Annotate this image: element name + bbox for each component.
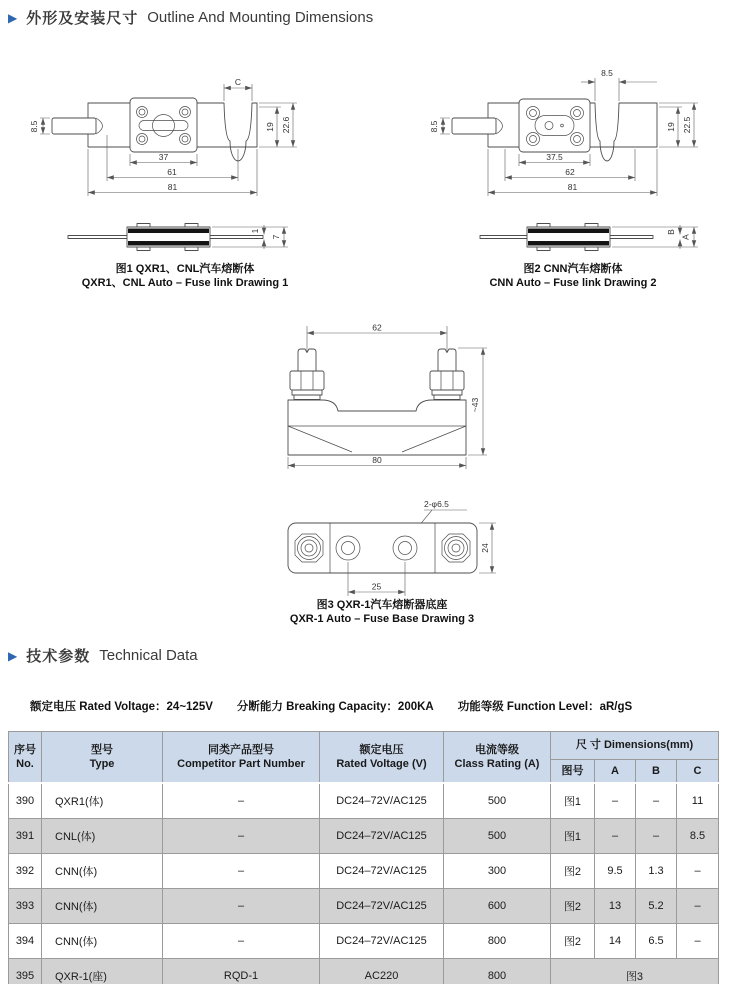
cell-no: 394 bbox=[9, 924, 42, 959]
col-header-voltage: 额定电压 Rated Voltage (V) bbox=[320, 732, 444, 784]
dim-total-width-label: 81 bbox=[167, 182, 178, 192]
dim-bolt-spacing-label: 62 bbox=[372, 322, 382, 333]
dim-inner-width-label: 62 bbox=[565, 167, 575, 177]
left-bolt-terminal bbox=[290, 349, 324, 400]
dim-base-depth-label: 24 bbox=[480, 543, 490, 553]
triangle-bullet-icon: ▶ bbox=[8, 10, 18, 25]
dim-side-height-label: 7 bbox=[271, 234, 281, 240]
cell-figure: 图1 bbox=[551, 819, 595, 854]
col-header-dim-b: B bbox=[636, 760, 677, 784]
cell-competitor: – bbox=[163, 819, 320, 854]
drawing1-caption-zh: 图1 QXR1、CNL汽车熔断体 bbox=[115, 263, 255, 275]
cell-dim-a: – bbox=[595, 783, 636, 819]
cell-voltage: DC24–72V/AC125 bbox=[320, 819, 444, 854]
cell-no: 391 bbox=[9, 819, 42, 854]
cell-dim-a: 9.5 bbox=[595, 854, 636, 889]
dim-base-height-label: ~43 bbox=[470, 397, 480, 413]
section2-title-zh: 技术参数 bbox=[26, 648, 91, 665]
cell-figure: 图2 bbox=[551, 854, 595, 889]
col-header-no: 序号 No. bbox=[9, 732, 42, 784]
cell-rating: 500 bbox=[444, 783, 551, 819]
col-header-competitor: 同类产品型号 Competitor Part Number bbox=[163, 732, 320, 784]
technical-drawings bbox=[0, 55, 730, 635]
dim-notch-height-label: 19 bbox=[265, 122, 275, 132]
drawing2-fuse-link bbox=[429, 68, 698, 289]
drawing2-top-view bbox=[429, 68, 698, 196]
cell-type: QXR-1(座) bbox=[42, 959, 163, 984]
cell-type: CNL(体) bbox=[42, 819, 163, 854]
rated-voltage-spec: 额定电压 Rated Voltage：24~125V bbox=[30, 701, 213, 713]
drawing4-fuse-base-top bbox=[288, 499, 496, 625]
breaking-capacity-spec: 分断能力 Breaking Capacity：200KA bbox=[236, 701, 434, 713]
cell-dim-c: 8.5 bbox=[677, 819, 719, 854]
cell-dim-a: – bbox=[595, 819, 636, 854]
col-header-dimensions: 尺 寸 Dimensions(mm) bbox=[551, 732, 719, 760]
cell-type: CNN(体) bbox=[42, 854, 163, 889]
col-header-rating: 电流等级 Class Rating (A) bbox=[444, 732, 551, 784]
dim-side-height-label: A bbox=[680, 234, 691, 240]
cell-dim-c: – bbox=[677, 924, 719, 959]
cell-competitor: – bbox=[163, 783, 320, 819]
col-header-dim-a: A bbox=[595, 760, 636, 784]
cell-rating: 800 bbox=[444, 924, 551, 959]
cell-voltage: DC24–72V/AC125 bbox=[320, 854, 444, 889]
section2-title-en: Technical Data bbox=[99, 647, 198, 664]
col-header-dim-c: C bbox=[677, 760, 719, 784]
dim-blade-height-label: 8.5 bbox=[429, 120, 439, 133]
table-row bbox=[9, 783, 719, 819]
cell-rating: 300 bbox=[444, 854, 551, 889]
dim-base-width-label: 80 bbox=[372, 455, 382, 465]
cell-voltage: DC24–72V/AC125 bbox=[320, 889, 444, 924]
section1-title-en: Outline And Mounting Dimensions bbox=[147, 9, 374, 26]
drawing1-caption-en: QXR1、CNL Auto – Fuse link Drawing 1 bbox=[81, 277, 289, 289]
dim-blade-height-label: 8.5 bbox=[29, 120, 39, 133]
section-title-technical-data bbox=[8, 645, 198, 666]
cell-type: CNN(体) bbox=[42, 889, 163, 924]
dim-total-width-label: 81 bbox=[567, 182, 578, 192]
cell-dim-b: – bbox=[636, 819, 677, 854]
table-row bbox=[9, 959, 719, 984]
cell-competitor: – bbox=[163, 889, 320, 924]
drawing3-caption-en: QXR-1 Auto – Fuse Base Drawing 3 bbox=[289, 613, 475, 625]
base-top-outline bbox=[288, 523, 477, 573]
cell-figure: 图1 bbox=[551, 783, 595, 819]
drawing2-caption-zh: 图2 CNN汽车熔断体 bbox=[523, 263, 623, 275]
cell-dim-a: 13 bbox=[595, 889, 636, 924]
ratings-summary-line bbox=[30, 698, 656, 714]
cell-competitor: RQD-1 bbox=[163, 959, 320, 984]
table-row bbox=[9, 924, 719, 959]
cell-type: QXR1(体) bbox=[42, 783, 163, 819]
table-row bbox=[9, 819, 719, 854]
dim-blade-thickness-label: 1 bbox=[250, 228, 260, 234]
cell-dim-b: – bbox=[636, 783, 677, 819]
table-row bbox=[9, 889, 719, 924]
drawing2-side-view bbox=[480, 224, 698, 251]
dim-hole-spacing-label: 25 bbox=[371, 581, 382, 592]
cell-voltage: DC24–72V/AC125 bbox=[320, 783, 444, 819]
dim-plate-width-label: 37 bbox=[158, 152, 169, 162]
cell-dim-c: 11 bbox=[677, 783, 719, 819]
col-header-figure: 图号 bbox=[551, 760, 595, 784]
dim-plate-width-label: 37.5 bbox=[546, 152, 563, 162]
dim-notch-height-label: 19 bbox=[666, 122, 676, 132]
drawing1-side-view bbox=[68, 224, 288, 251]
cell-voltage: DC24–72V/AC125 bbox=[320, 924, 444, 959]
holes-callout-label: 2-φ6.5 bbox=[424, 499, 449, 509]
cell-figure: 图2 bbox=[551, 924, 595, 959]
cell-dim-b: 5.2 bbox=[636, 889, 677, 924]
cell-dim-c: – bbox=[677, 854, 719, 889]
cell-rating: 800 bbox=[444, 959, 551, 984]
cell-rating: 500 bbox=[444, 819, 551, 854]
cell-figure-span: 图3 bbox=[551, 959, 719, 984]
cell-figure: 图2 bbox=[551, 889, 595, 924]
right-bolt-terminal bbox=[430, 349, 464, 400]
left-blade-tab bbox=[452, 118, 496, 134]
left-blade-tab bbox=[52, 118, 96, 134]
cell-rating: 600 bbox=[444, 889, 551, 924]
cell-no: 393 bbox=[9, 889, 42, 924]
cell-no: 390 bbox=[9, 783, 42, 819]
cell-type: CNN(体) bbox=[42, 924, 163, 959]
cell-dim-c: – bbox=[677, 889, 719, 924]
drawing3-fuse-base-front bbox=[288, 323, 487, 470]
dim-total-height-label: 22.6 bbox=[281, 116, 291, 134]
drawing2-caption-en: CNN Auto – Fuse link Drawing 2 bbox=[489, 277, 657, 289]
cell-dim-b: 1.3 bbox=[636, 854, 677, 889]
section-title-outline bbox=[8, 7, 373, 28]
drawing3-caption-zh: 图3 QXR-1汽车熔断器底座 bbox=[316, 599, 448, 611]
dim-notch-width-label: 8.5 bbox=[601, 68, 613, 78]
triangle-bullet-icon: ▶ bbox=[8, 648, 18, 663]
cell-dim-b: 6.5 bbox=[636, 924, 677, 959]
dim-blade-thickness-label: B bbox=[666, 229, 676, 235]
cell-dim-a: 14 bbox=[595, 924, 636, 959]
drawing1-fuse-link bbox=[29, 77, 297, 289]
drawing1-top-view bbox=[29, 77, 297, 196]
base-body-outline bbox=[288, 400, 466, 455]
section1-title-zh: 外形及安装尺寸 bbox=[26, 10, 139, 27]
cell-competitor: – bbox=[163, 924, 320, 959]
dim-inner-width-label: 61 bbox=[167, 167, 177, 177]
cell-no: 392 bbox=[9, 854, 42, 889]
function-level-spec: 功能等级 Function Level：aR/gS bbox=[457, 701, 633, 713]
cell-voltage: AC220 bbox=[320, 959, 444, 984]
dim-c-label: C bbox=[234, 77, 242, 87]
cell-no: 395 bbox=[9, 959, 42, 984]
table-row bbox=[9, 854, 719, 889]
col-header-type: 型号 Type bbox=[42, 732, 163, 784]
dim-total-height-label: 22.5 bbox=[682, 116, 692, 134]
technical-data-table bbox=[8, 731, 719, 984]
cell-competitor: – bbox=[163, 854, 320, 889]
